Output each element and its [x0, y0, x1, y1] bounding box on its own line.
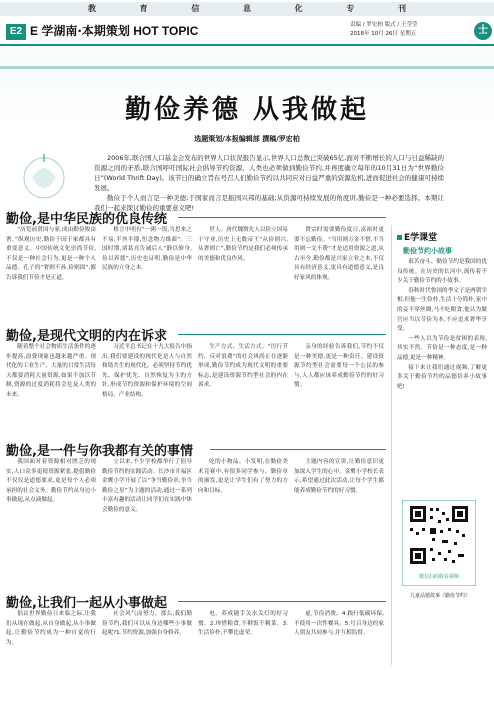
sidebar-paragraph: 一些人以为节俭是贫困的表现,其实不然。节俭是一种态度,是一种品德,更是一种精神。 [397, 335, 487, 361]
masthead-title-letters [88, 2, 408, 16]
paragraph: 虚,节俭消费。4.践行低碳环保,不使用一次性餐具。5.号召身边的家人朋友共同参与,并互相监督。 [294, 611, 384, 637]
paragraph: “历览前贤国与家,成由勤俭败由奢。”纵观历史,勤俭于国于家都具有重要意义。中国传统文化崇尚节俭,不仅是一种社会行为,更是一种个人品德。孔子的“奢则不孙,俭则固”,都告诉我们节俭才是正道。 [6, 227, 96, 281]
paragraph: 电、养成随手关水关灯的好习惯。2.珍惜粮食,不剩饭不剩菜。3.生活俭朴,不攀比虚荣。 [198, 611, 288, 637]
qr-caption: 儿童品德故事《勤俭节约》 [409, 593, 470, 599]
section-rule [210, 449, 386, 450]
section-heading: 勤俭,是现代文明的内在诉求 [6, 329, 167, 344]
section-heading: 勤俭,让我们一起从小事做起 [6, 596, 167, 611]
paragraph: 我国面对着资源相对匮乏的现实,人口众多更使资源紧张,提倡勤俭不仅仅是道德要求,更是每个人必须承担的社会义务。勤俭节约从身边小事做起,从点滴做起。 [6, 459, 96, 504]
sidebar-divider [391, 225, 392, 665]
page-number-badge: E2 [6, 24, 26, 40]
sidebar-title [397, 230, 487, 243]
paragraph: 立以来,不少学校都举行了倡导勤俭节约的实践活动。长沙市开福区金鹰小学开展了以“争当勤俭章,争当勤俭之星”为主题的活动,通过一系列丰富有趣的活动让同学们在实践中体会勤俭的意义。 [102, 459, 192, 513]
text-column [6, 610, 96, 702]
sidebar-text [397, 258, 487, 392]
date-line: 2018年 10月 26日 星期五 [350, 31, 417, 37]
sidebar-title-text: E学课堂 [404, 233, 438, 243]
masthead-letter: 化 [294, 4, 305, 13]
section-columns [6, 458, 386, 584]
sidebar-paragraph: 接下来让我们通过视频,了解更多关于勤俭节约的品德培养小故事吧! [397, 364, 487, 390]
column-brand [30, 22, 198, 39]
masthead [0, 0, 494, 46]
text-column [198, 226, 288, 322]
masthead-letter: 信 [191, 4, 202, 13]
paragraph: 格言中明有“一粥一饭,当思来之不易;半丝半缕,恒念物力维艰”。三国时期,诸葛亮告诫后人“静以修身,俭以养德”,历史也证明,勤俭是中华民族的立身之本。 [102, 227, 192, 272]
brand-name: 学湖南·本期策划 [41, 24, 130, 38]
text-column [6, 226, 96, 322]
qr-code[interactable] [402, 500, 476, 586]
paragraph: 社会风气而努力。那么,我们勤俭节约,我们可以从身边哪些小事做起呢?1.节约资源,加强自身修养。 [102, 611, 192, 637]
editor-info [350, 21, 417, 39]
text-column [294, 226, 384, 322]
masthead-letter: 教 [88, 4, 98, 13]
paragraph: 贤宗时需要勤俭度日,富裕时更要不忘勤俭。“当用则万金不惜,不当用则一文不费”才是适用资源之道,从古至今,勤俭都是兴家立业之本,不仅具有经济意义,更具有道德意义,是良好家风的体现。 [294, 227, 384, 281]
paragraph: 随着整个社会物质生活条件的逐步提高,浪费现象也越来越严重。现代化的工业生产、大量的日常生活每天都要消耗大量资源,如果不加以节制,资源的过度消耗将会危及人类的未来。 [6, 344, 96, 398]
corner-logo: 士 [474, 22, 492, 40]
masthead-letter: 育 [139, 4, 150, 13]
text-column [102, 226, 192, 322]
text-column [102, 610, 192, 702]
paragraph: 主题内容的宣讲,让勤俭意识更加深入学生的心中。金鹰小学校长表示,希望通过此次活动,让每个学生都能养成勤俭节约的好习惯。 [294, 459, 384, 494]
paragraph: 倡议世界勤俭日来临之际,让我们从现在做起,从自身做起,从小事做起,让勤俭节约成为一种自觉的行为。 [6, 611, 96, 646]
section-rule [178, 217, 386, 218]
text-column [6, 343, 96, 435]
hero-band [0, 66, 494, 69]
brand-english: HOT TOPIC [133, 24, 199, 38]
paragraph: 习近平总书记在十九大报告中指出,我们要建设的现代化是人与自然和谐共生的现代化。必须坚持节约优先、保护优先、自然恢复为主的方针,形成节约资源和保护环境的空间格局、产业结构、 [102, 344, 192, 398]
text-column [198, 610, 288, 702]
text-column [294, 458, 384, 584]
brand-prefix: E [30, 24, 39, 38]
byline: 选题策划/本报编辑部 撰稿/罗宏柏 [194, 135, 300, 143]
text-column [102, 458, 192, 584]
section-heading: 勤俭,是一件与你我都有关的事情 [6, 444, 193, 459]
intro-paragraph: 2006年,联合国人口基金会发布的世界人口状况报告显示,世界人口总数已突破65亿,面对不断增长的人口与日益稀缺的资源之间的矛盾,联合国呼吁国际社会倡导节约资源、人类也必须做到勤俭节约,并再度确立每年的10月31日为“世界勤俭日”(World Thrift Day)。该节日的确立旨在号召人们勤俭节约以共同应对日益严重的资源危机,进而促进社会的健康可持续发展。 [94, 154, 444, 192]
intro-text [94, 153, 444, 213]
sidebar-subtitle: 勤俭节约小故事 [403, 247, 452, 255]
text-column [102, 343, 192, 435]
editor-line: 责编 / 罗宏柏 版式 / 王莹莹 [350, 22, 418, 28]
intro-paragraph: 勤俭于个人而言是一种美德;于国家而言是振国兴邦的基础;从资源可持续发展的角度讲,勤俭是一种必要选择。本期让我们一起来探讨勤俭的重要意义吧! [94, 194, 444, 212]
page-title: 勤俭养德 从我做起 [124, 95, 370, 125]
text-column [198, 458, 288, 584]
sidebar-paragraph: 艰苦奋斗、勤俭节约是我国的优良传统。在历史的长河中,流传着不少关于勤俭节约的小故事。 [397, 259, 487, 285]
lantern-illustration [14, 150, 74, 206]
masthead-letter: 刊 [397, 4, 408, 13]
paragraph: 亲身的经验告诉我们,节约不仅是一种美德,更是一种责任。建设资源节约型社会需要每一个公民的参与,人人都应该养成勤俭节约的好习惯。 [294, 344, 384, 389]
text-column [6, 458, 96, 584]
paragraph: 世人。唐代魏徵先人以俭立国易于守业,历史上无数帝王“从俭则兴,从奢则亡”,勤俭节约是我们必须传承的美德和优良作风。 [198, 227, 288, 262]
paragraph: 生产方式、生活方式。“厉行节约、反对浪费”的社会风尚正在逐渐形成,勤俭节约成为现代文明的重要标志,是建设资源节约型社会的内在诉求。 [198, 344, 288, 389]
section-columns [6, 343, 386, 435]
text-column [198, 343, 288, 435]
text-column [294, 610, 384, 702]
hero-banner [0, 46, 494, 126]
section-rule [178, 334, 386, 335]
text-column [294, 343, 384, 435]
masthead-letter: 息 [242, 4, 253, 13]
section-columns [6, 610, 386, 702]
masthead-letter: 专 [346, 4, 357, 13]
qr-top-caption: 微信扫码收看视频 [418, 574, 460, 580]
paragraph: 吃的小物品、小发明,在勤俭美术竞赛中,有很多同学参与。勤俭章的颁发,更是让学生们有了努力的方向和目标。 [198, 459, 288, 494]
sidebar-paragraph: 春秋时代鲁国的季文子是两朝宰相,但他一生俭朴,生活十分简朴,家中的妾不穿丝绸,马不吃粮食,他认为做官应当以节俭为本,不应追求奢华享受。 [397, 287, 487, 333]
section-columns [6, 226, 386, 322]
square-bullet-icon [397, 235, 402, 240]
section-rule [178, 601, 386, 602]
section-heading: 勤俭,是中华民族的优良传统 [6, 212, 167, 227]
